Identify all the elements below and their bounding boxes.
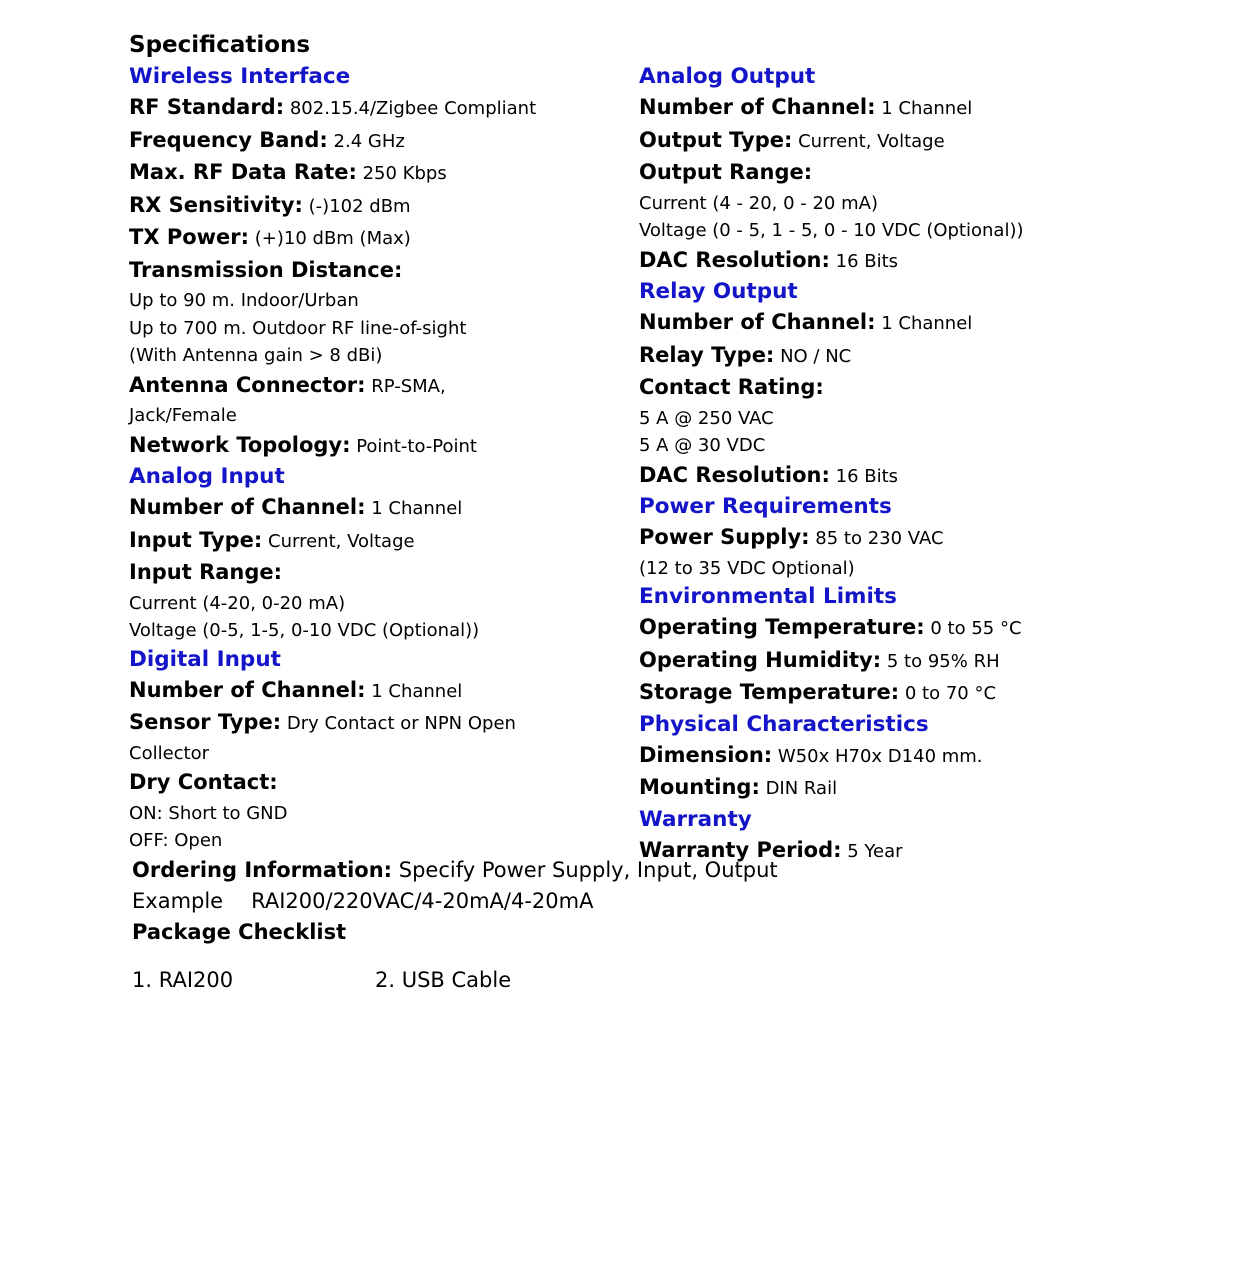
spec-label: Relay Type: bbox=[639, 342, 775, 367]
package-item: 1. RAI200 bbox=[132, 968, 234, 992]
section-heading-analog-input: Analog Input bbox=[129, 464, 285, 489]
spec-label: Mounting: bbox=[639, 775, 760, 799]
spec-detail-line: (With Antenna gain > 8 dBi) bbox=[129, 345, 383, 366]
spec-value: 1 Channel bbox=[875, 313, 973, 334]
spec-detail-line: Up to 90 m. Indoor/Urban bbox=[129, 290, 359, 311]
spec-value: Current, Voltage bbox=[262, 530, 415, 552]
spec-relay-channels bbox=[639, 307, 1199, 340]
spec-relay-dac-resolution bbox=[639, 460, 1199, 493]
ordering-section bbox=[132, 855, 1032, 948]
spec-label: Antenna Connector: bbox=[129, 372, 366, 397]
package-checklist-heading bbox=[132, 917, 1032, 948]
spec-value: 5 Year bbox=[841, 840, 903, 862]
package-item: 2. USB Cable bbox=[375, 968, 512, 992]
spec-label: Number of Channel: bbox=[129, 495, 366, 519]
section-heading-power-requirements: Power Requirements bbox=[639, 494, 892, 519]
spec-label: Warranty Period: bbox=[639, 837, 842, 862]
spec-relay-type bbox=[639, 340, 1199, 373]
spec-label: DAC Resolution: bbox=[639, 247, 830, 272]
spec-label: Frequency Band: bbox=[129, 127, 328, 152]
spec-label: Operating Humidity: bbox=[639, 647, 882, 672]
spec-value: RP-SMA, bbox=[365, 375, 446, 397]
package-heading: Package Checklist bbox=[132, 920, 347, 944]
spec-operating-humidity bbox=[639, 645, 1199, 678]
spec-value: 2.4 GHz bbox=[327, 130, 405, 152]
spec-detail-line: 5 A @ 250 VAC bbox=[639, 407, 774, 429]
section-heading-warranty: Warranty bbox=[639, 806, 752, 832]
spec-label: Number of Channel: bbox=[129, 677, 366, 702]
spec-value: DIN Rail bbox=[759, 778, 838, 799]
spec-detail-line: OFF: Open bbox=[129, 830, 223, 851]
example-value: RAI200/220VAC/4-20mA/4-20mA bbox=[251, 889, 594, 913]
spec-value: Dry Contact or NPN Open bbox=[281, 713, 516, 734]
spec-antenna-connector bbox=[129, 370, 619, 403]
spec-sensor-type bbox=[129, 707, 619, 740]
spec-output-type bbox=[639, 125, 1199, 158]
spec-tx-power bbox=[129, 222, 619, 255]
spec-label: Input Range: bbox=[129, 560, 283, 584]
section-heading-relay-output: Relay Output bbox=[639, 279, 798, 304]
spec-value: Point-to-Point bbox=[350, 435, 477, 457]
spec-label: Sensor Type: bbox=[129, 710, 282, 734]
spec-label: Transmission Distance: bbox=[129, 257, 403, 282]
spec-value: 1 Channel bbox=[875, 98, 973, 119]
spec-frequency-band bbox=[129, 125, 619, 158]
spec-value: 5 to 95% RH bbox=[881, 650, 1000, 672]
spec-detail-line: Up to 700 m. Outdoor RF line-of-sight bbox=[129, 317, 467, 339]
spec-label: RF Standard: bbox=[129, 95, 285, 119]
spec-detail-line: Current (4 - 20, 0 - 20 mA) bbox=[639, 192, 878, 214]
spec-value: 1 Channel bbox=[365, 680, 463, 702]
spec-detail-line: Current (4-20, 0-20 mA) bbox=[129, 592, 346, 614]
spec-value: (+)10 dBm (Max) bbox=[249, 228, 411, 249]
spec-value: 1 Channel bbox=[365, 498, 463, 519]
spec-rf-standard bbox=[129, 92, 619, 125]
spec-value: 802.15.4/Zigbee Compliant bbox=[284, 98, 537, 119]
spec-value: Current, Voltage bbox=[792, 130, 945, 152]
section-heading-wireless-interface: Wireless Interface bbox=[129, 64, 351, 89]
spec-detail-line: 5 A @ 30 VDC bbox=[639, 435, 766, 456]
spec-contact-rating bbox=[639, 372, 1199, 405]
spec-label: Power Supply: bbox=[639, 525, 810, 549]
spec-value: W50x H70x D140 mm. bbox=[772, 745, 983, 767]
ordering-example bbox=[132, 886, 1032, 917]
section-heading-physical-characteristics: Physical Characteristics bbox=[639, 711, 929, 737]
spec-di-channels bbox=[129, 675, 619, 708]
spec-detail-line: Jack/Female bbox=[129, 405, 237, 426]
spec-label: Output Range: bbox=[639, 160, 813, 184]
spec-value: 85 to 230 VAC bbox=[809, 528, 944, 549]
spec-rx-sensitivity bbox=[129, 190, 619, 223]
spec-output-range bbox=[639, 157, 1199, 190]
spec-label: Max. RF Data Rate: bbox=[129, 160, 357, 184]
section-heading-digital-input: Digital Input bbox=[129, 646, 281, 672]
spec-label: RX Sensitivity: bbox=[129, 192, 303, 217]
spec-mounting bbox=[639, 772, 1199, 805]
section-heading-analog-output: Analog Output bbox=[639, 64, 816, 89]
spec-input-type bbox=[129, 525, 619, 558]
spec-value: 0 to 70 °C bbox=[899, 683, 997, 704]
spec-ao-dac-resolution bbox=[639, 245, 1199, 278]
spec-ao-channels bbox=[639, 92, 1199, 125]
spec-data-rate bbox=[129, 157, 619, 190]
spec-operating-temperature bbox=[639, 612, 1199, 645]
ordering-information bbox=[132, 855, 1032, 886]
spec-label: Input Type: bbox=[129, 527, 263, 552]
spec-label: Number of Channel: bbox=[639, 95, 876, 119]
page-title: Specifications bbox=[129, 32, 311, 58]
spec-label: Contact Rating: bbox=[639, 375, 824, 399]
spec-detail-line: Voltage (0-5, 1-5, 0-10 VDC (Optional)) bbox=[129, 620, 480, 641]
spec-dry-contact bbox=[129, 767, 619, 800]
spec-label: Dry Contact: bbox=[129, 770, 278, 794]
spec-value: 16 Bits bbox=[829, 465, 899, 487]
right-column bbox=[639, 62, 1199, 867]
spec-input-range bbox=[129, 557, 619, 590]
spec-label: Network Topology: bbox=[129, 432, 351, 457]
spec-detail-line: ON: Short to GND bbox=[129, 802, 288, 824]
spec-value: (-)102 dBm bbox=[302, 195, 411, 217]
spec-label: Storage Temperature: bbox=[639, 680, 900, 704]
spec-value: 16 Bits bbox=[829, 250, 899, 272]
spec-ai-channels bbox=[129, 492, 619, 525]
spec-label: TX Power: bbox=[129, 225, 250, 249]
spec-network-topology bbox=[129, 430, 619, 463]
ordering-label: Ordering Information: bbox=[132, 858, 393, 882]
spec-label: Output Type: bbox=[639, 127, 793, 152]
spec-detail-line: (12 to 35 VDC Optional) bbox=[639, 557, 855, 579]
spec-value: NO / NC bbox=[774, 345, 852, 367]
spec-value: 250 Kbps bbox=[356, 163, 447, 184]
spec-dimension bbox=[639, 740, 1199, 773]
spec-label: Number of Channel: bbox=[639, 310, 876, 334]
example-label: Example bbox=[132, 889, 224, 913]
section-heading-environmental-limits: Environmental Limits bbox=[639, 584, 897, 609]
spec-transmission-distance bbox=[129, 255, 619, 288]
ordering-value: Specify Power Supply, Input, Output bbox=[392, 858, 778, 882]
spec-label: Dimension: bbox=[639, 742, 773, 767]
spec-detail-line: Voltage (0 - 5, 1 - 5, 0 - 10 VDC (Optional)) bbox=[639, 220, 1024, 241]
spec-storage-temperature bbox=[639, 677, 1199, 710]
spec-label: DAC Resolution: bbox=[639, 462, 830, 487]
spec-label: Operating Temperature: bbox=[639, 615, 925, 639]
spec-detail-line: Collector bbox=[129, 742, 210, 764]
spec-power-supply bbox=[639, 522, 1199, 555]
left-column bbox=[129, 62, 619, 855]
spec-value: 0 to 55 °C bbox=[924, 618, 1022, 639]
